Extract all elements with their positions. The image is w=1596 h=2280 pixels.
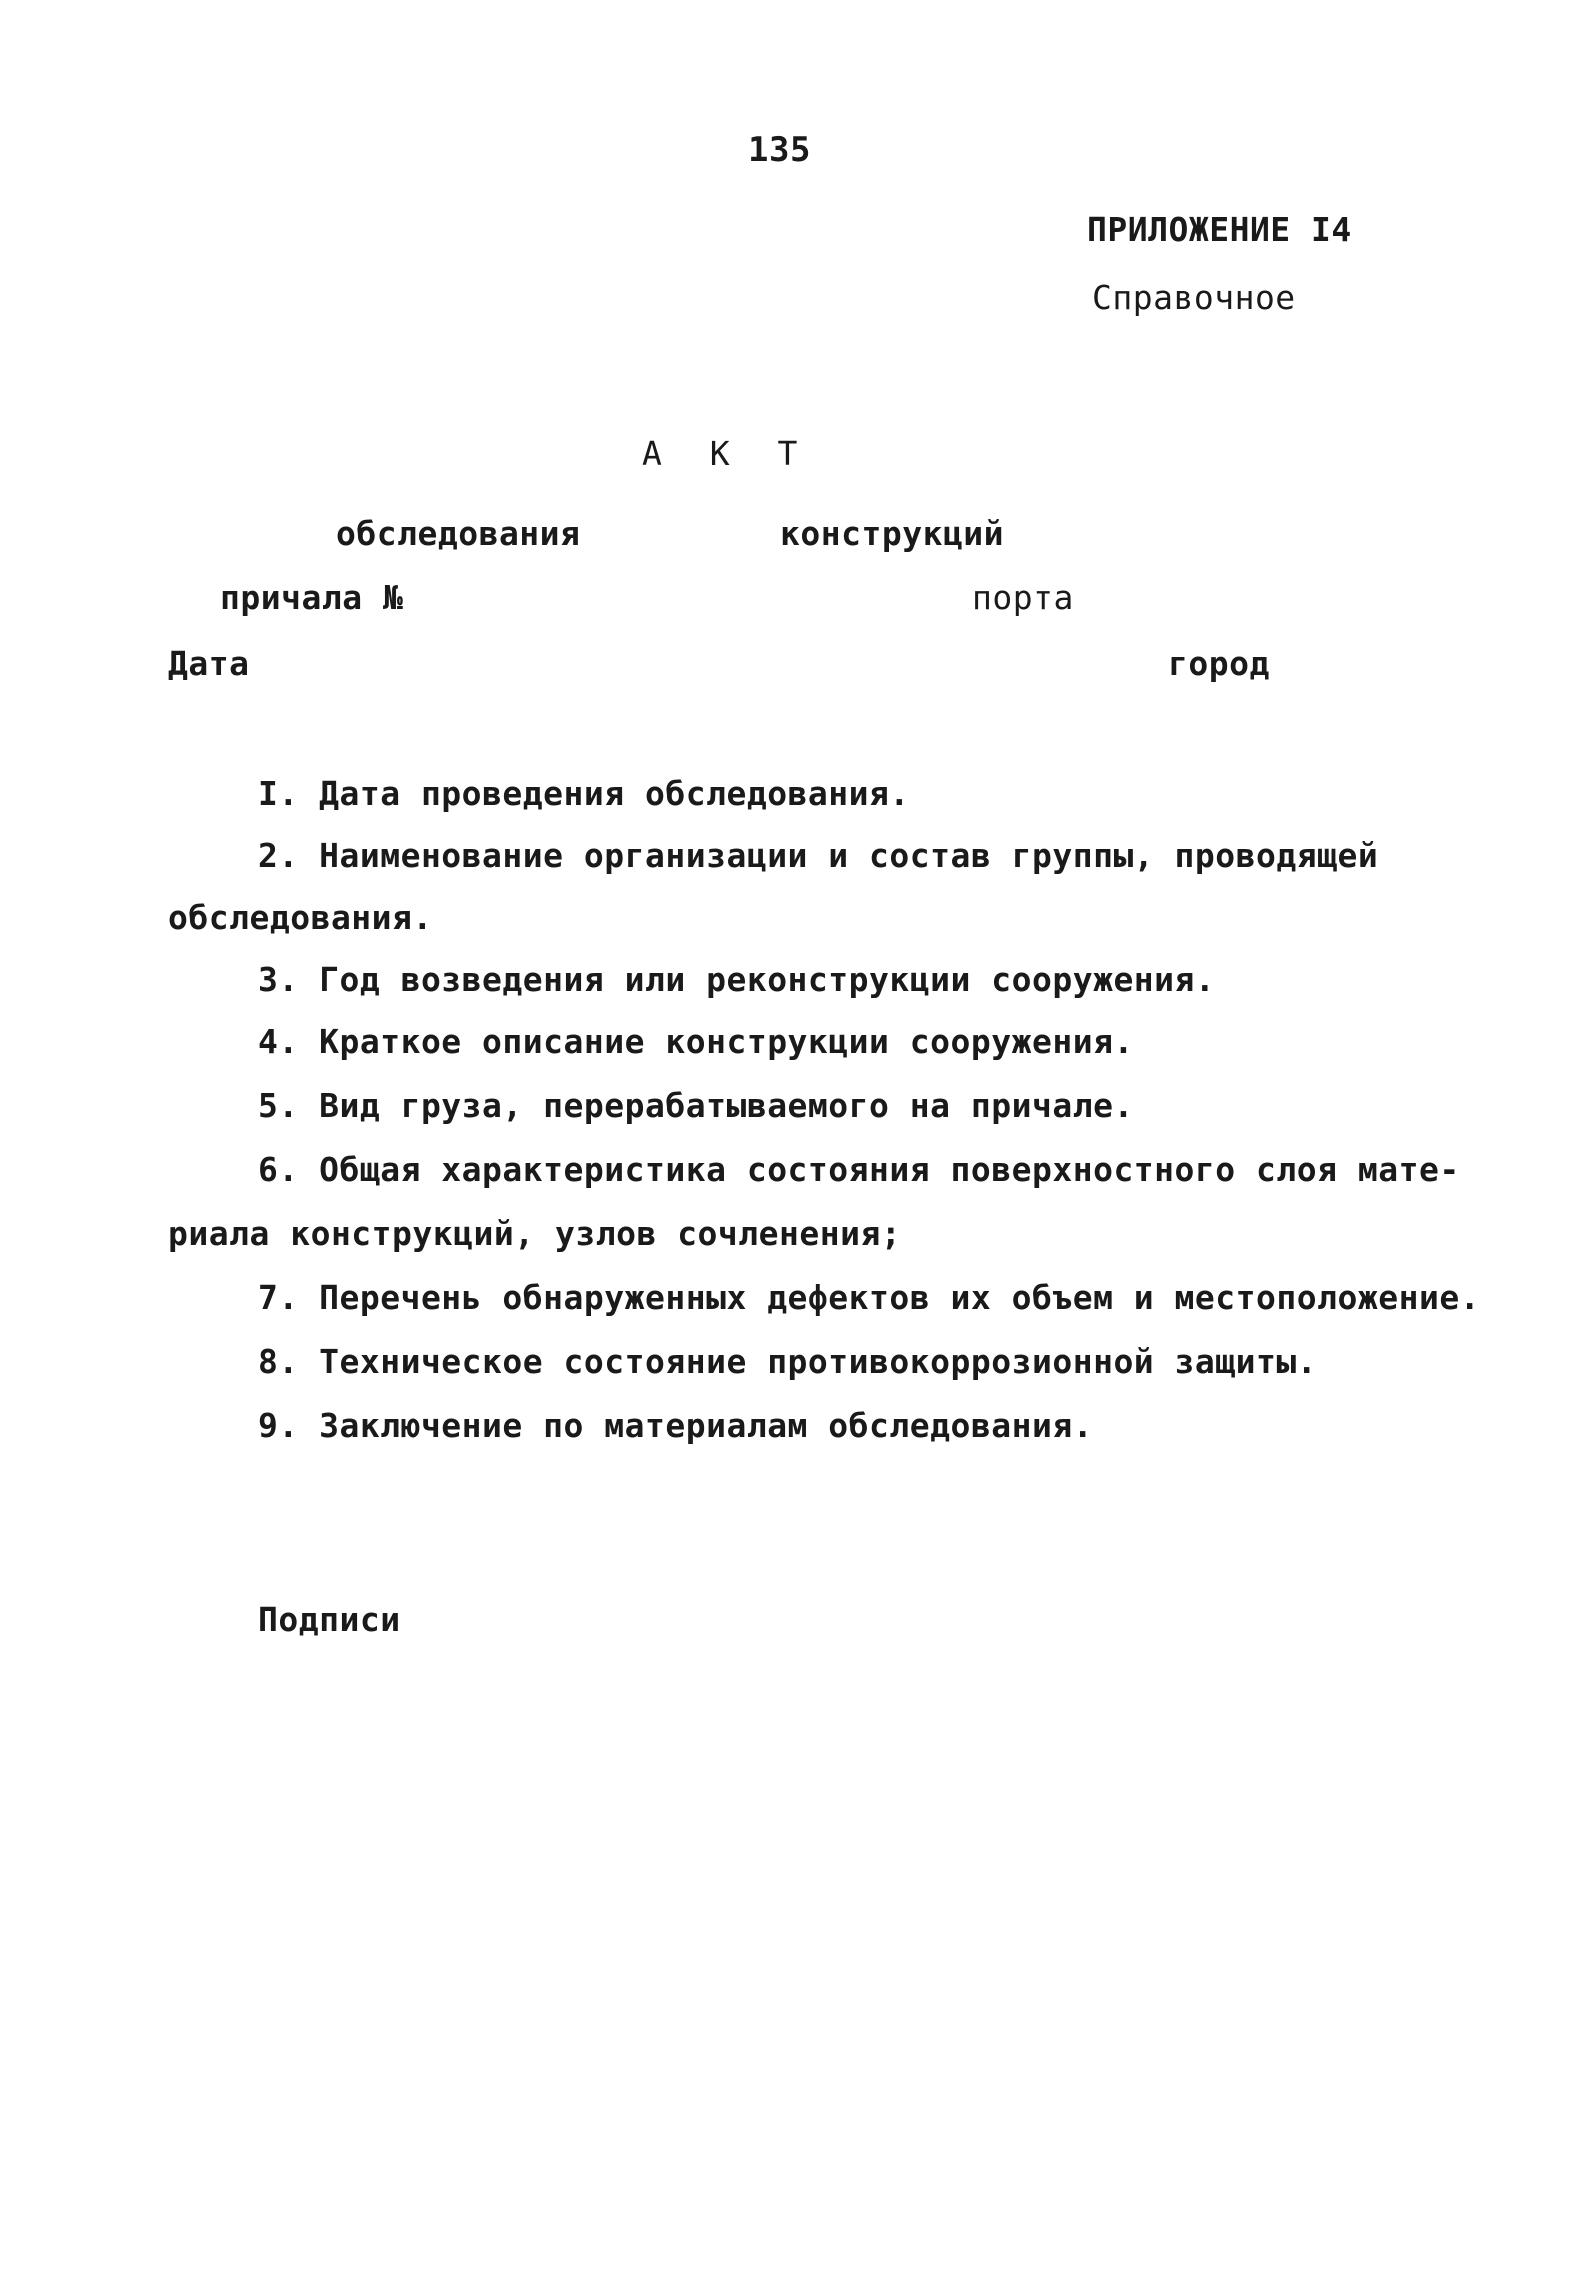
list-item: 9. Заключение по материалам обследования. [258,1406,1094,1445]
list-item-continuation: обследования. [168,898,433,937]
list-item: 8. Техническое состояние противокоррозионной защиты. [258,1342,1318,1381]
list-item: 5. Вид груза, перерабатываемого на причале. [258,1086,1134,1125]
date-label: Дата [168,644,250,683]
list-item: 2. Наименование организации и состав группы, проводящей [258,836,1379,875]
act-subtitle-left: обследования [336,514,581,553]
list-item: 3. Год возведения или реконструкции сооружения. [258,960,1216,999]
list-item: 6. Общая характеристика состояния поверхностного слоя мате- [258,1150,1460,1189]
act-subtitle-right: конструкций [780,514,1005,553]
appendix-type: Справочное [1092,278,1296,317]
list-item: 4. Краткое описание конструкции сооружения. [258,1022,1134,1061]
city-label: город [1168,644,1270,683]
port-label: порта [972,578,1074,617]
signatures-label: Подписи [258,1600,401,1639]
list-item: 7. Перечень обнаруженных дефектов их объем и местоположение. [258,1278,1481,1317]
act-title: А К Т [642,434,812,473]
berth-label: причала № [220,578,404,617]
appendix-title: ПРИЛОЖЕНИЕ I4 [1087,210,1352,249]
list-item-continuation: риала конструкций, узлов сочленения; [168,1214,902,1253]
page-number: 135 [748,130,811,170]
list-item: I. Дата проведения обследования. [258,774,910,813]
